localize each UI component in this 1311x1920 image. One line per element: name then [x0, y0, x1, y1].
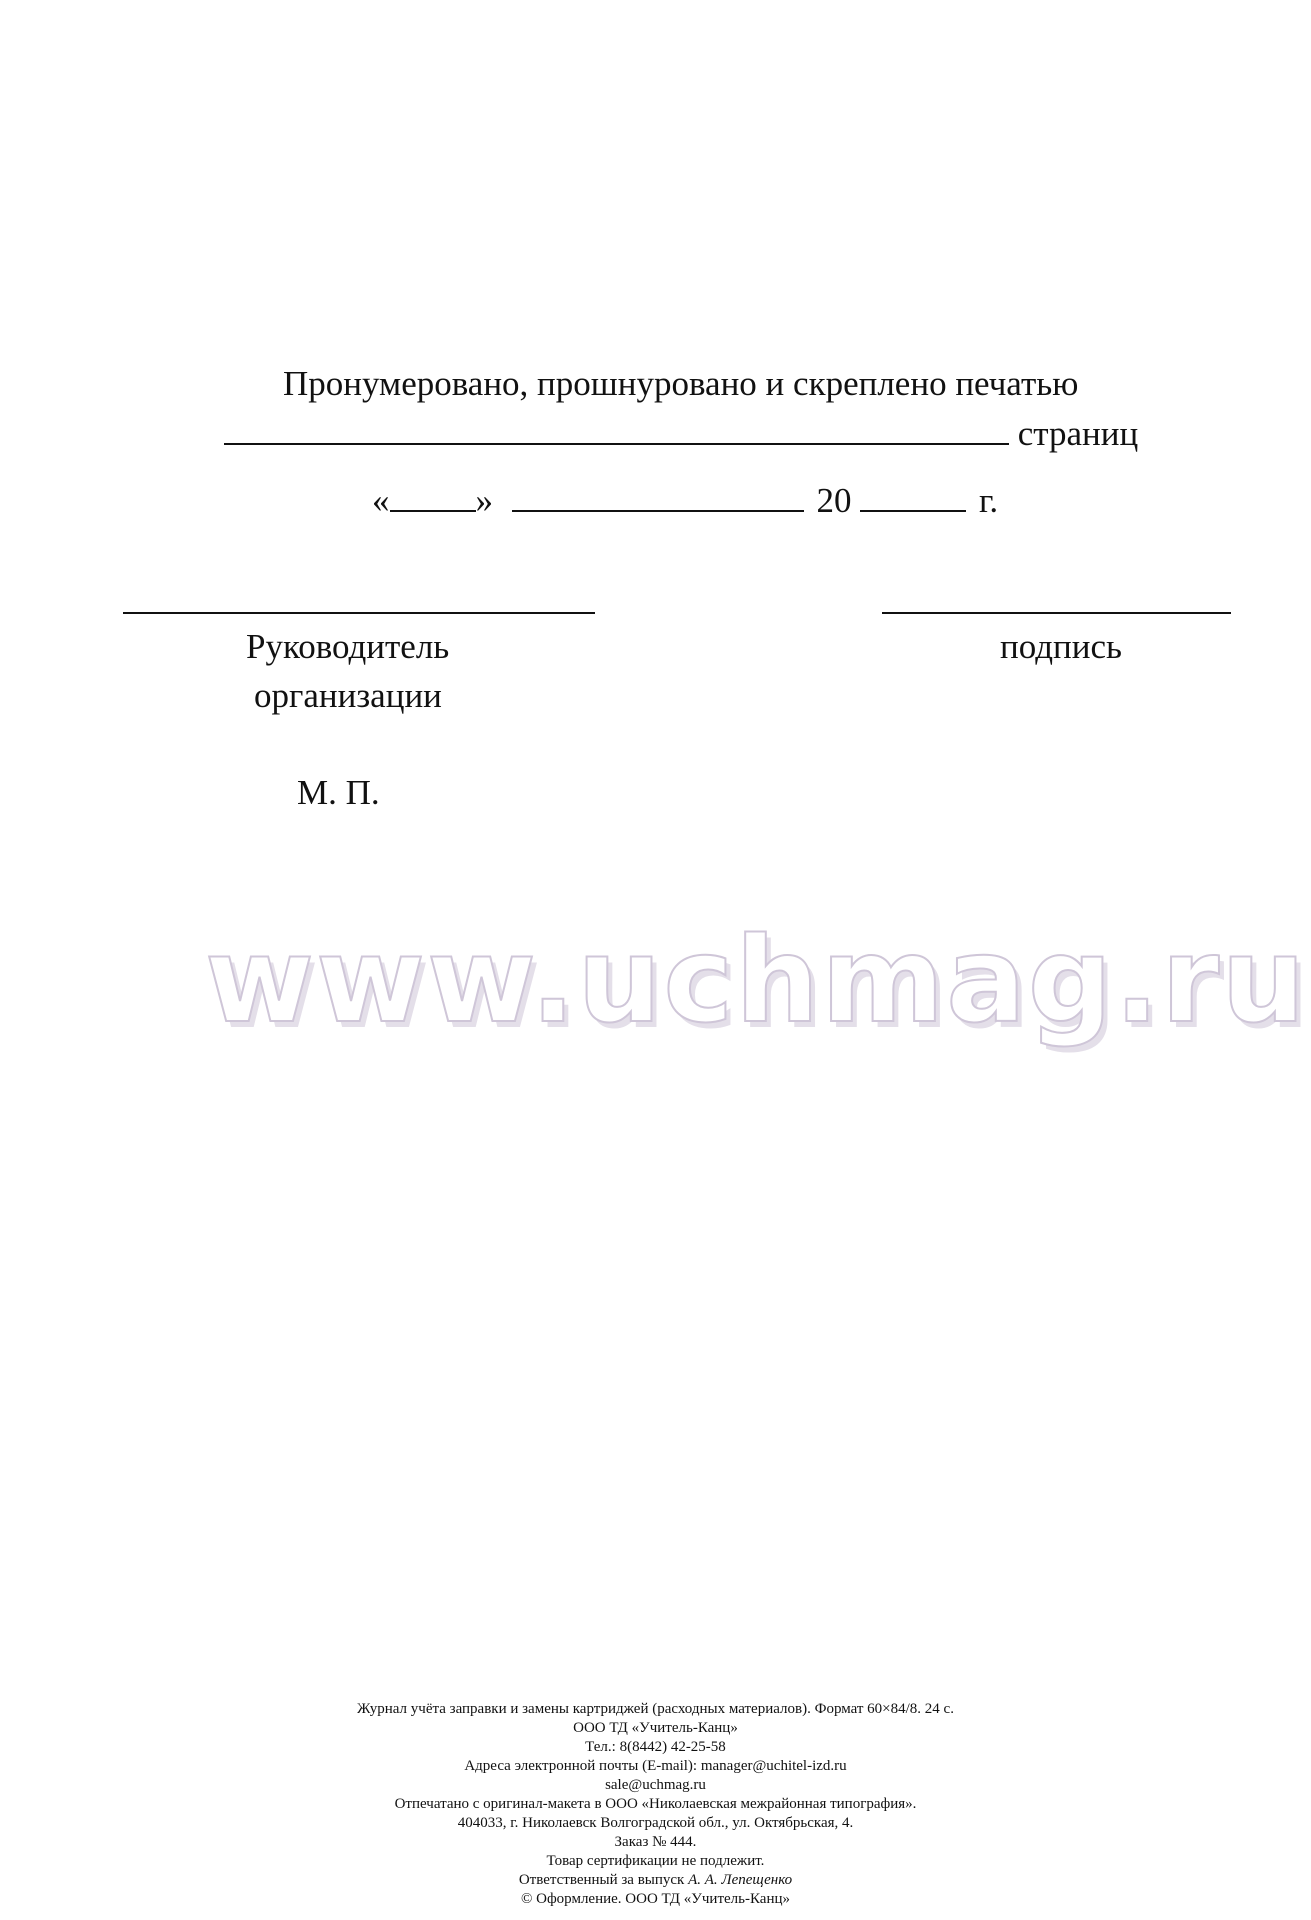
- date-day-blank[interactable]: [390, 480, 476, 512]
- date-year-prefix: 20: [816, 481, 852, 520]
- imprint-responsible-line: [0, 1871, 1311, 1890]
- stamp-place-label: М. П.: [297, 773, 380, 812]
- imprint-copyright: © Оформление. ООО ТД «Учитель-Канц»: [520, 1891, 790, 1907]
- organization-label: организации: [254, 676, 442, 715]
- date-open-quote: «: [372, 481, 390, 520]
- signature-label: подпись: [1000, 627, 1122, 666]
- pages-count-blank[interactable]: [224, 413, 1009, 445]
- date-close-quote: »: [475, 481, 493, 520]
- manager-label: Руководитель: [246, 627, 450, 666]
- imprint-line: ООО ТД «Учитель-Канц»: [573, 1720, 738, 1736]
- responsible-prefix: Ответственный за выпуск: [518, 1872, 685, 1888]
- imprint-line: 404033, г. Николаевск Волгоградской обл., ул. Октябрьская, 4.: [457, 1815, 854, 1831]
- watermark-logo: www.uchmag.ru: [205, 911, 1308, 1049]
- imprint-line: sale@uchmag.ru: [605, 1777, 706, 1793]
- imprint-footer: [0, 1700, 1311, 1909]
- date-month-blank[interactable]: [512, 480, 804, 512]
- signature-line[interactable]: [882, 612, 1231, 614]
- imprint-line: Адреса электронной почты (E-mail): manager@uchitel-izd.ru: [464, 1758, 847, 1774]
- imprint-line: Заказ № 444.: [614, 1834, 697, 1850]
- imprint-line: Тел.: 8(8442) 42-25-58: [585, 1739, 726, 1755]
- date-line: [372, 480, 998, 521]
- pages-suffix: страниц: [1017, 414, 1139, 453]
- imprint-line: Журнал учёта заправки и замены картриджей (расходных материалов). Формат 60×84/8. 24 с.: [357, 1701, 954, 1717]
- imprint-line: Отпечатано с оригинал-макета в ООО «Николаевская межрайонная типография».: [394, 1796, 917, 1812]
- imprint-line: Товар сертификации не подлежит.: [546, 1853, 765, 1869]
- date-year-suffix: г.: [979, 481, 999, 520]
- pages-count-line: [224, 413, 1138, 454]
- manager-signature-line[interactable]: [123, 612, 595, 614]
- responsible-name: А. А. Лепещенко: [688, 1872, 793, 1888]
- date-year-blank[interactable]: [860, 480, 966, 512]
- certification-text: Пронумеровано, прошнуровано и скреплено печатью: [283, 364, 1079, 403]
